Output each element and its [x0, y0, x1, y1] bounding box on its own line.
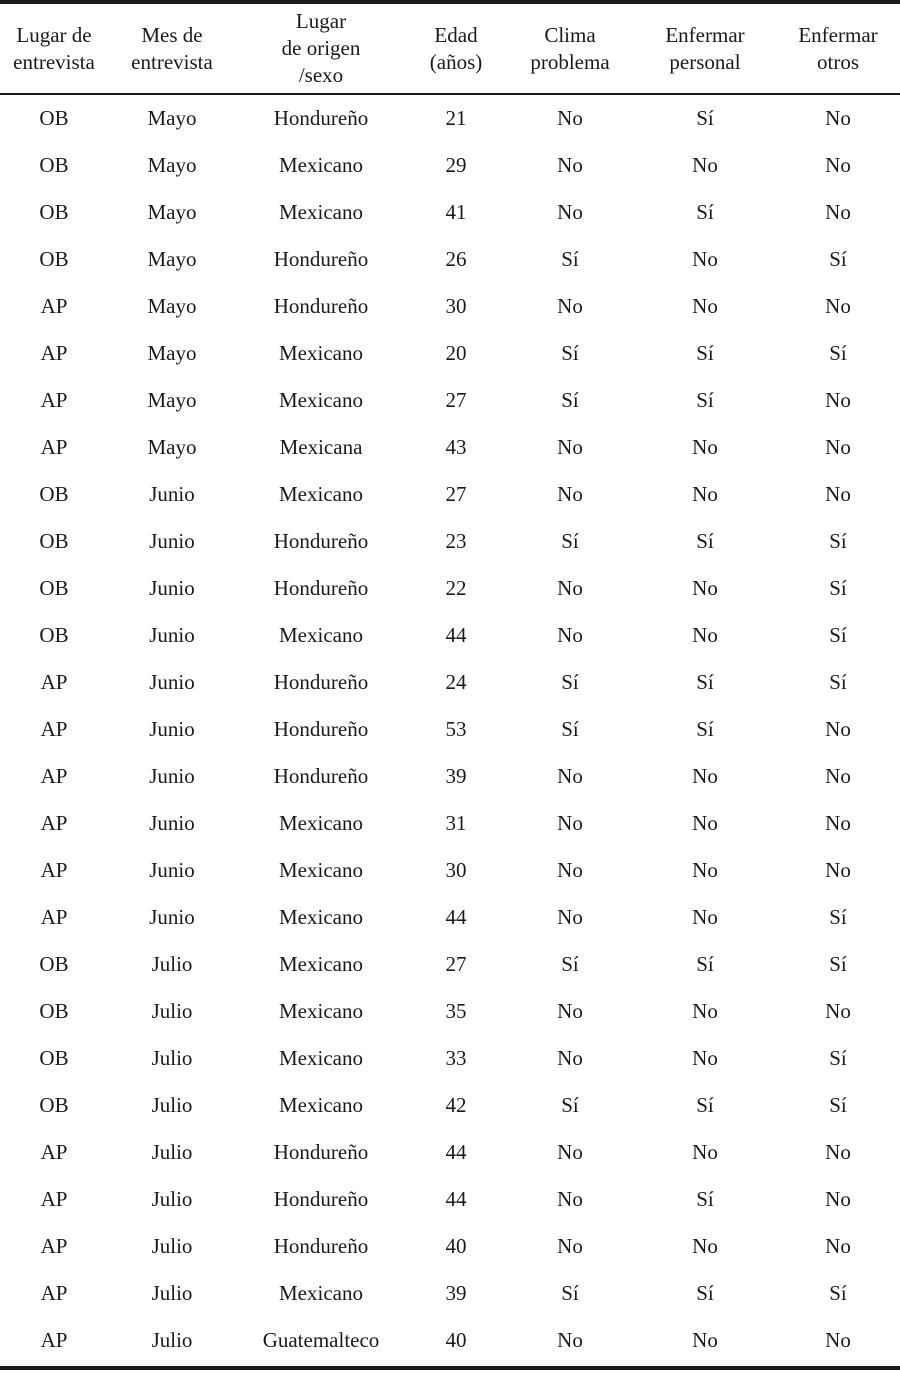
cell-clima-problema: Sí	[561, 717, 579, 741]
cell-lugar-origen-sexo: Hondureño	[273, 1187, 369, 1211]
cell-edad: 20	[445, 341, 467, 365]
cell-edad: 33	[445, 1046, 467, 1070]
cell-enfermar-personal: No	[692, 811, 718, 835]
table-header	[0, 4, 900, 93]
table-row	[0, 706, 900, 753]
cell-lugar-origen-sexo: Mexicano	[279, 952, 363, 976]
cell-lugar-origen-sexo: Mexicano	[279, 1046, 363, 1070]
cell-enfermar-personal: Sí	[696, 200, 714, 224]
cell-clima-problema: Sí	[561, 670, 579, 694]
table-row	[0, 1082, 900, 1129]
cell-lugar-origen-sexo: Hondureño	[273, 764, 369, 788]
cell-enfermar-personal: No	[692, 999, 718, 1023]
cell-lugar-entrevista: AP	[40, 1281, 68, 1305]
cell-mes-entrevista: Mayo	[147, 388, 197, 412]
cell-mes-entrevista: Junio	[149, 905, 195, 929]
cell-clima-problema: Sí	[561, 1093, 579, 1117]
cell-edad: 44	[445, 623, 467, 647]
cell-lugar-origen-sexo: Mexicano	[279, 811, 363, 835]
table-row	[0, 941, 900, 988]
table-row	[0, 236, 900, 283]
cell-lugar-entrevista: AP	[40, 1328, 68, 1352]
cell-lugar-entrevista: AP	[40, 294, 68, 318]
cell-lugar-origen-sexo: Mexicano	[279, 905, 363, 929]
cell-clima-problema: Sí	[561, 341, 579, 365]
cell-clima-problema: No	[557, 1328, 583, 1352]
cell-lugar-entrevista: AP	[40, 670, 68, 694]
cell-mes-entrevista: Julio	[151, 952, 193, 976]
cell-lugar-entrevista: AP	[40, 764, 68, 788]
cell-lugar-origen-sexo: Mexicano	[279, 1281, 363, 1305]
cell-clima-problema: Sí	[561, 529, 579, 553]
cell-enfermar-otros: No	[825, 1328, 851, 1352]
header-lugar-entrevista: Lugar de entrevista	[13, 22, 95, 74]
cell-mes-entrevista: Junio	[149, 529, 195, 553]
cell-edad: 31	[445, 811, 467, 835]
cell-lugar-entrevista: OB	[39, 529, 69, 553]
cell-mes-entrevista: Junio	[149, 717, 195, 741]
cell-mes-entrevista: Julio	[151, 1093, 193, 1117]
cell-enfermar-personal: Sí	[696, 717, 714, 741]
cell-lugar-entrevista: AP	[40, 1140, 68, 1164]
cell-clima-problema: No	[557, 200, 583, 224]
cell-enfermar-otros: No	[825, 388, 851, 412]
cell-mes-entrevista: Mayo	[147, 341, 197, 365]
cell-lugar-origen-sexo: Hondureño	[273, 106, 369, 130]
cell-enfermar-otros: No	[825, 1187, 851, 1211]
cell-mes-entrevista: Junio	[149, 811, 195, 835]
cell-lugar-entrevista: OB	[39, 200, 69, 224]
cell-enfermar-personal: No	[692, 247, 718, 271]
cell-edad: 29	[445, 153, 467, 177]
cell-lugar-entrevista: AP	[40, 1234, 68, 1258]
table-row	[0, 847, 900, 894]
cell-mes-entrevista: Junio	[149, 670, 195, 694]
cell-clima-problema: No	[557, 905, 583, 929]
cell-edad: 24	[445, 670, 467, 694]
cell-edad: 21	[445, 106, 467, 130]
cell-edad: 44	[445, 1140, 467, 1164]
cell-lugar-origen-sexo: Mexicano	[279, 341, 363, 365]
cell-clima-problema: No	[557, 576, 583, 600]
cell-enfermar-personal: Sí	[696, 106, 714, 130]
cell-mes-entrevista: Junio	[149, 623, 195, 647]
cell-enfermar-otros: No	[825, 858, 851, 882]
cell-enfermar-otros: No	[825, 717, 851, 741]
cell-lugar-origen-sexo: Hondureño	[273, 1234, 369, 1258]
table-row	[0, 330, 900, 377]
cell-edad: 27	[445, 952, 467, 976]
table-row	[0, 424, 900, 471]
table-row	[0, 518, 900, 565]
cell-lugar-origen-sexo: Mexicano	[279, 999, 363, 1023]
table-row	[0, 377, 900, 424]
cell-enfermar-otros: Sí	[829, 1093, 847, 1117]
cell-enfermar-otros: No	[825, 1234, 851, 1258]
cell-mes-entrevista: Mayo	[147, 435, 197, 459]
cell-clima-problema: Sí	[561, 952, 579, 976]
cell-lugar-entrevista: OB	[39, 623, 69, 647]
cell-enfermar-otros: Sí	[829, 1281, 847, 1305]
cell-enfermar-personal: No	[692, 905, 718, 929]
cell-edad: 44	[445, 1187, 467, 1211]
table-row	[0, 93, 900, 142]
cell-mes-entrevista: Julio	[151, 1187, 193, 1211]
table-row	[0, 1129, 900, 1176]
cell-enfermar-otros: No	[825, 999, 851, 1023]
cell-edad: 44	[445, 905, 467, 929]
cell-lugar-entrevista: OB	[39, 952, 69, 976]
table-row	[0, 800, 900, 847]
cell-mes-entrevista: Julio	[151, 999, 193, 1023]
header-enfermar-otros: Enfermar otros	[798, 22, 878, 74]
cell-edad: 35	[445, 999, 467, 1023]
cell-lugar-origen-sexo: Hondureño	[273, 247, 369, 271]
cell-enfermar-personal: No	[692, 1046, 718, 1070]
table-row	[0, 659, 900, 706]
table-row	[0, 894, 900, 941]
cell-lugar-entrevista: AP	[40, 811, 68, 835]
table-row	[0, 612, 900, 659]
cell-lugar-origen-sexo: Guatemalteco	[262, 1328, 380, 1352]
cell-lugar-entrevista: OB	[39, 153, 69, 177]
cell-mes-entrevista: Mayo	[147, 153, 197, 177]
cell-enfermar-personal: Sí	[696, 670, 714, 694]
bottom-rule	[0, 1366, 900, 1370]
table-row	[0, 142, 900, 189]
table-row	[0, 283, 900, 330]
table-row	[0, 189, 900, 236]
header-row	[0, 4, 900, 93]
cell-mes-entrevista: Julio	[151, 1234, 193, 1258]
cell-enfermar-otros: No	[825, 200, 851, 224]
cell-clima-problema: No	[557, 811, 583, 835]
cell-lugar-entrevista: AP	[40, 435, 68, 459]
cell-lugar-origen-sexo: Mexicana	[279, 435, 363, 459]
cell-enfermar-otros: Sí	[829, 623, 847, 647]
cell-enfermar-otros: No	[825, 106, 851, 130]
cell-enfermar-personal: Sí	[696, 1187, 714, 1211]
cell-clima-problema: No	[557, 294, 583, 318]
cell-enfermar-personal: Sí	[696, 341, 714, 365]
cell-enfermar-personal: No	[692, 576, 718, 600]
cell-lugar-entrevista: AP	[40, 717, 68, 741]
cell-enfermar-personal: Sí	[696, 529, 714, 553]
cell-lugar-entrevista: AP	[40, 1187, 68, 1211]
cell-enfermar-personal: No	[692, 153, 718, 177]
cell-lugar-entrevista: AP	[40, 905, 68, 929]
cell-lugar-origen-sexo: Mexicano	[279, 482, 363, 506]
cell-lugar-entrevista: AP	[40, 341, 68, 365]
cell-edad: 22	[445, 576, 467, 600]
cell-enfermar-personal: No	[692, 764, 718, 788]
cell-mes-entrevista: Junio	[149, 764, 195, 788]
cell-edad: 41	[445, 200, 467, 224]
cell-lugar-origen-sexo: Mexicano	[279, 388, 363, 412]
header-lugar-origen-sexo: Lugar de origen /sexo	[281, 9, 361, 87]
cell-clima-problema: Sí	[561, 247, 579, 271]
cell-clima-problema: No	[557, 1140, 583, 1164]
cell-edad: 30	[445, 294, 467, 318]
cell-edad: 27	[445, 482, 467, 506]
cell-enfermar-personal: No	[692, 623, 718, 647]
header-enfermar-personal: Enfermar personal	[665, 22, 745, 74]
cell-edad: 43	[445, 435, 467, 459]
cell-clima-problema: No	[557, 1234, 583, 1258]
cell-edad: 39	[445, 1281, 467, 1305]
cell-lugar-origen-sexo: Hondureño	[273, 670, 369, 694]
cell-lugar-origen-sexo: Mexicano	[279, 153, 363, 177]
cell-clima-problema: No	[557, 1187, 583, 1211]
cell-edad: 39	[445, 764, 467, 788]
cell-lugar-entrevista: OB	[39, 1093, 69, 1117]
cell-lugar-entrevista: AP	[40, 858, 68, 882]
table-row	[0, 988, 900, 1035]
cell-enfermar-personal: No	[692, 858, 718, 882]
table-row	[0, 1223, 900, 1270]
cell-mes-entrevista: Junio	[149, 482, 195, 506]
cell-enfermar-otros: No	[825, 294, 851, 318]
cell-mes-entrevista: Mayo	[147, 294, 197, 318]
cell-enfermar-otros: Sí	[829, 247, 847, 271]
table-row	[0, 471, 900, 518]
cell-clima-problema: No	[557, 858, 583, 882]
table-row	[0, 1035, 900, 1082]
cell-enfermar-otros: No	[825, 764, 851, 788]
cell-clima-problema: No	[557, 999, 583, 1023]
cell-enfermar-otros: Sí	[829, 952, 847, 976]
cell-lugar-origen-sexo: Mexicano	[279, 858, 363, 882]
header-mes-entrevista: Mes de entrevista	[131, 22, 213, 74]
cell-enfermar-personal: No	[692, 1328, 718, 1352]
cell-mes-entrevista: Mayo	[147, 247, 197, 271]
cell-lugar-origen-sexo: Mexicano	[279, 1093, 363, 1117]
cell-enfermar-otros: Sí	[829, 905, 847, 929]
table-row	[0, 565, 900, 612]
cell-edad: 53	[445, 717, 467, 741]
table-row	[0, 1317, 900, 1364]
cell-edad: 40	[445, 1328, 467, 1352]
header-clima-problema: Clima problema	[530, 22, 610, 74]
cell-edad: 40	[445, 1234, 467, 1258]
cell-clima-problema: No	[557, 106, 583, 130]
cell-enfermar-otros: No	[825, 811, 851, 835]
cell-mes-entrevista: Julio	[151, 1046, 193, 1070]
cell-clima-problema: No	[557, 482, 583, 506]
cell-lugar-origen-sexo: Mexicano	[279, 200, 363, 224]
cell-enfermar-personal: No	[692, 435, 718, 459]
cell-edad: 42	[445, 1093, 467, 1117]
cell-mes-entrevista: Junio	[149, 858, 195, 882]
cell-lugar-entrevista: OB	[39, 482, 69, 506]
cell-clima-problema: No	[557, 623, 583, 647]
cell-clima-problema: No	[557, 153, 583, 177]
cell-mes-entrevista: Mayo	[147, 200, 197, 224]
cell-enfermar-personal: No	[692, 1140, 718, 1164]
cell-lugar-entrevista: OB	[39, 999, 69, 1023]
cell-lugar-entrevista: AP	[40, 388, 68, 412]
cell-enfermar-otros: Sí	[829, 529, 847, 553]
cell-edad: 30	[445, 858, 467, 882]
cell-lugar-origen-sexo: Hondureño	[273, 717, 369, 741]
cell-enfermar-personal: No	[692, 482, 718, 506]
cell-lugar-entrevista: OB	[39, 106, 69, 130]
cell-lugar-origen-sexo: Hondureño	[273, 529, 369, 553]
cell-enfermar-otros: No	[825, 153, 851, 177]
cell-mes-entrevista: Julio	[151, 1140, 193, 1164]
cell-enfermar-personal: No	[692, 1234, 718, 1258]
cell-enfermar-personal: No	[692, 294, 718, 318]
cell-lugar-origen-sexo: Mexicano	[279, 623, 363, 647]
cell-enfermar-otros: Sí	[829, 1046, 847, 1070]
cell-mes-entrevista: Mayo	[147, 106, 197, 130]
cell-edad: 26	[445, 247, 467, 271]
table-row	[0, 753, 900, 800]
table-row	[0, 1176, 900, 1223]
cell-lugar-origen-sexo: Hondureño	[273, 294, 369, 318]
cell-lugar-origen-sexo: Hondureño	[273, 1140, 369, 1164]
cell-enfermar-otros: Sí	[829, 341, 847, 365]
cell-enfermar-personal: Sí	[696, 1093, 714, 1117]
header-edad: Edad (años)	[429, 22, 483, 74]
table-body	[0, 93, 900, 1364]
cell-enfermar-otros: No	[825, 482, 851, 506]
cell-clima-problema: Sí	[561, 1281, 579, 1305]
cell-edad: 23	[445, 529, 467, 553]
cell-enfermar-personal: Sí	[696, 1281, 714, 1305]
cell-clima-problema: No	[557, 764, 583, 788]
cell-lugar-entrevista: OB	[39, 1046, 69, 1070]
cell-lugar-entrevista: OB	[39, 247, 69, 271]
cell-clima-problema: No	[557, 1046, 583, 1070]
cell-enfermar-otros: No	[825, 1140, 851, 1164]
cell-lugar-origen-sexo: Hondureño	[273, 576, 369, 600]
cell-enfermar-otros: No	[825, 435, 851, 459]
cell-mes-entrevista: Junio	[149, 576, 195, 600]
cell-enfermar-otros: Sí	[829, 670, 847, 694]
table-row	[0, 1270, 900, 1317]
cell-mes-entrevista: Julio	[151, 1328, 193, 1352]
cell-lugar-entrevista: OB	[39, 576, 69, 600]
cell-mes-entrevista: Julio	[151, 1281, 193, 1305]
cell-edad: 27	[445, 388, 467, 412]
cell-enfermar-otros: Sí	[829, 576, 847, 600]
interview-table	[0, 4, 900, 1364]
cell-enfermar-personal: Sí	[696, 388, 714, 412]
cell-enfermar-personal: Sí	[696, 952, 714, 976]
cell-clima-problema: No	[557, 435, 583, 459]
cell-clima-problema: Sí	[561, 388, 579, 412]
